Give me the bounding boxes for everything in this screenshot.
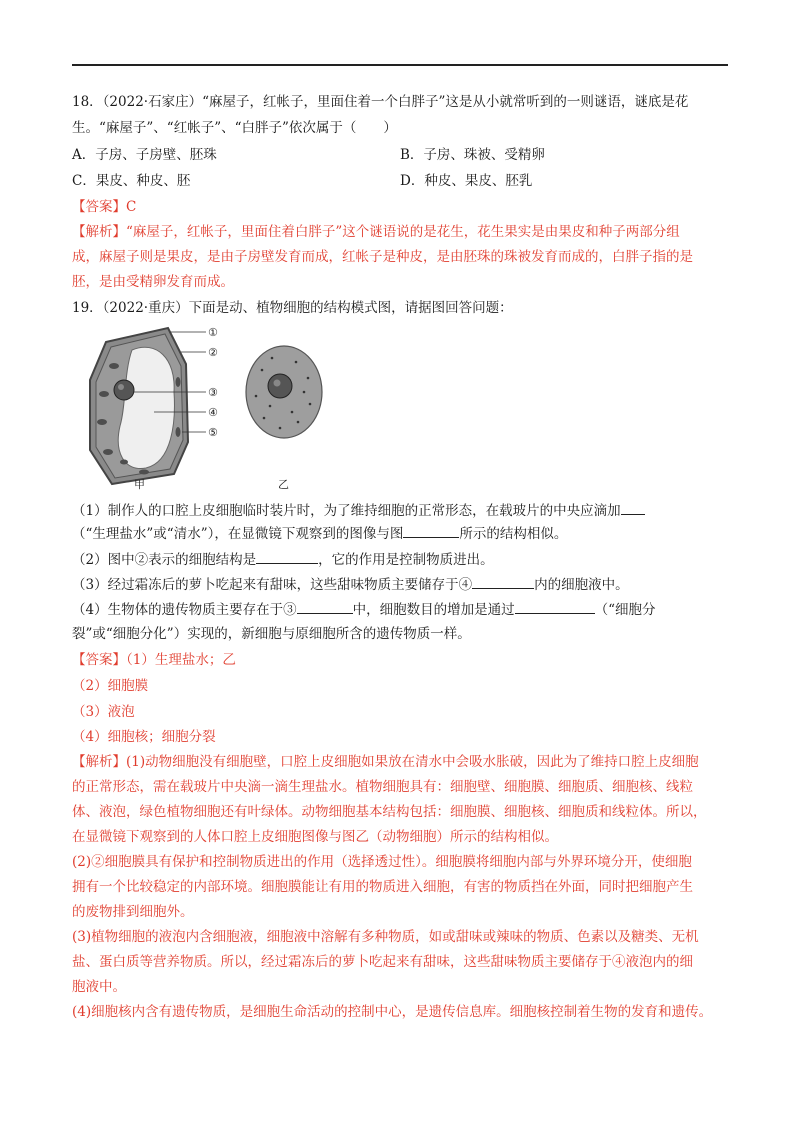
- q19-sub4-text-b: 中，细胞数目的增加是通过: [352, 602, 515, 618]
- caption-yi: 乙: [278, 478, 289, 491]
- q19-sub3-text-b: 内的细胞液中。: [534, 577, 629, 593]
- q18-stem-line1: 18．（2022·石家庄）“麻屋子，红帐子，里面住着一个白胖子”这是从小就常听到的一则谜语，谜底是花: [72, 94, 689, 110]
- caption-jia: 甲: [134, 478, 145, 491]
- q18-stem-line2: 生。“麻屋子”、“红帐子”、“白胖子”依次属于（ ）: [72, 120, 397, 136]
- q18-analysis-line3: 胚，是由受精卵发育而成。: [72, 274, 234, 290]
- q19-answer-4: （4）细胞核；细胞分裂: [72, 729, 216, 745]
- label-3: ③: [208, 386, 218, 399]
- q19-sub3-text-a: （3）经过霜冻后的萝卜吃起来有甜味，这些甜味物质主要储存于④: [72, 577, 473, 593]
- animal-nucleus: [268, 374, 292, 398]
- q18-analysis-line1: 【解析】“麻屋子，红帐子，里面住着白胖子”这个谜语说的是花生，花生果实是由果皮和种子两部分组: [72, 224, 680, 240]
- q19-sub1-text-c: 所示的结构相似。: [459, 526, 568, 542]
- q19-answer-1: 【答案】（1）生理盐水；乙: [72, 652, 236, 668]
- q19-sub4-text-a: （4）生物体的遗传物质主要存在于③: [72, 602, 297, 618]
- q18-analysis-line2: 成，麻屋子则是果皮，是由子房壁发育而成，红帐子是种皮，是由胚珠的珠被发育而成的，白胖子指的是: [72, 249, 693, 265]
- label-2: ②: [208, 346, 218, 359]
- blank-4b: [515, 599, 595, 614]
- q19-analysis-line11: (4)细胞核内含有遗传物质，是细胞生命活动的控制中心，是遗传信息库。细胞核控制着生物的发育和遗传。: [72, 1004, 713, 1020]
- q19-analysis-line8: (3)植物细胞的液泡内含细胞液，细胞液中溶解有多种物质，如或甜味或辣味的物质、色素以及糖类、无机: [72, 929, 699, 945]
- q19-analysis-line3: 体、液泡，绿色植物细胞还有叶绿体。动物细胞基本结构包括：细胞膜、细胞核、细胞质和线粒体。所以，: [72, 804, 707, 820]
- q19-answer-2: （2）细胞膜: [72, 678, 149, 694]
- label-4: ④: [208, 406, 218, 419]
- q19-sub2-text-b: ，它的作用是控制物质进出。: [318, 552, 494, 568]
- q19-sub4-text-c: （“细胞分: [594, 602, 656, 618]
- blank-3: [472, 574, 534, 589]
- q18-option-d: D．种皮、果皮、胚乳: [400, 173, 533, 189]
- blank-2: [256, 549, 318, 564]
- q19-answer-3: （3）液泡: [72, 704, 135, 720]
- blank-1a: [621, 500, 645, 515]
- q19-sub2-text-a: （2）图中②表示的细胞结构是: [72, 552, 257, 568]
- q19-title: 19．（2022·重庆）下面是动、植物细胞的结构模式图，请据图回答问题：: [72, 300, 513, 316]
- q19-analysis-line7: 的废物排到细胞外。: [72, 904, 194, 920]
- q19-sub1-line1: [72, 500, 645, 521]
- q18-answer: 【答案】C: [72, 199, 137, 215]
- blank-4a: [297, 599, 353, 614]
- q19-sub1-text-a: （1）制作人的口腔上皮细胞临时装片时，为了维持细胞的正常形态，在载玻片的中央应滴加: [72, 503, 621, 519]
- q19-sub1-text-b: （“生理盐水”或“清水”），在显微镜下观察到的图像与图: [72, 526, 404, 542]
- q18-option-c: C．果皮、种皮、胚: [72, 173, 191, 189]
- q19-analysis-line1: 【解析】(1)动物细胞没有细胞壁，口腔上皮细胞如果放在清水中会吸水胀破，因此为了维持口腔上皮细胞: [72, 754, 699, 770]
- header-rule: [72, 64, 728, 66]
- q19-sub4-line2: 裂”或“细胞分化”）实现的，新细胞与原细胞所含的遗传物质一样。: [72, 626, 471, 642]
- q19-sub3: [72, 574, 629, 595]
- label-5: ⑤: [208, 426, 218, 439]
- q18-option-b: B．子房、珠被、受精卵: [400, 147, 545, 163]
- q19-analysis-line9: 盐、蛋白质等营养物质。所以，经过霜冻后的萝卜吃起来有甜味，这些甜味物质主要储存于④液泡内的细: [72, 954, 693, 970]
- label-1: ①: [208, 326, 218, 339]
- cell-diagram: [84, 322, 324, 492]
- q19-analysis-line2: 的正常形态，需在载玻片中央滴一滴生理盐水。植物细胞具有：细胞壁、细胞膜、细胞质、细胞核、线粒: [72, 779, 693, 795]
- q18-option-a: A．子房、子房壁、胚珠: [72, 147, 217, 163]
- blank-1b: [403, 523, 459, 538]
- q19-analysis-line5: (2)②细胞膜具有保护和控制物质进出的作用（选择透过性）。细胞膜将细胞内部与外界环境分开，使细胞: [72, 854, 692, 870]
- q19-sub1-line2: [72, 523, 567, 544]
- q19-sub2: [72, 549, 494, 570]
- q19-analysis-line4: 在显微镜下观察到的人体口腔上皮细胞图像与图乙（动物细胞）所示的结构相似。: [72, 829, 558, 845]
- plant-nucleus: [114, 380, 134, 400]
- q19-analysis-line6: 拥有一个比较稳定的内部环境。细胞膜能让有用的物质进入细胞，有害的物质挡在外面，同时把细胞产生: [72, 879, 693, 895]
- q19-sub4-line1: [72, 599, 656, 620]
- q19-analysis-line10: 胞液中。: [72, 979, 126, 995]
